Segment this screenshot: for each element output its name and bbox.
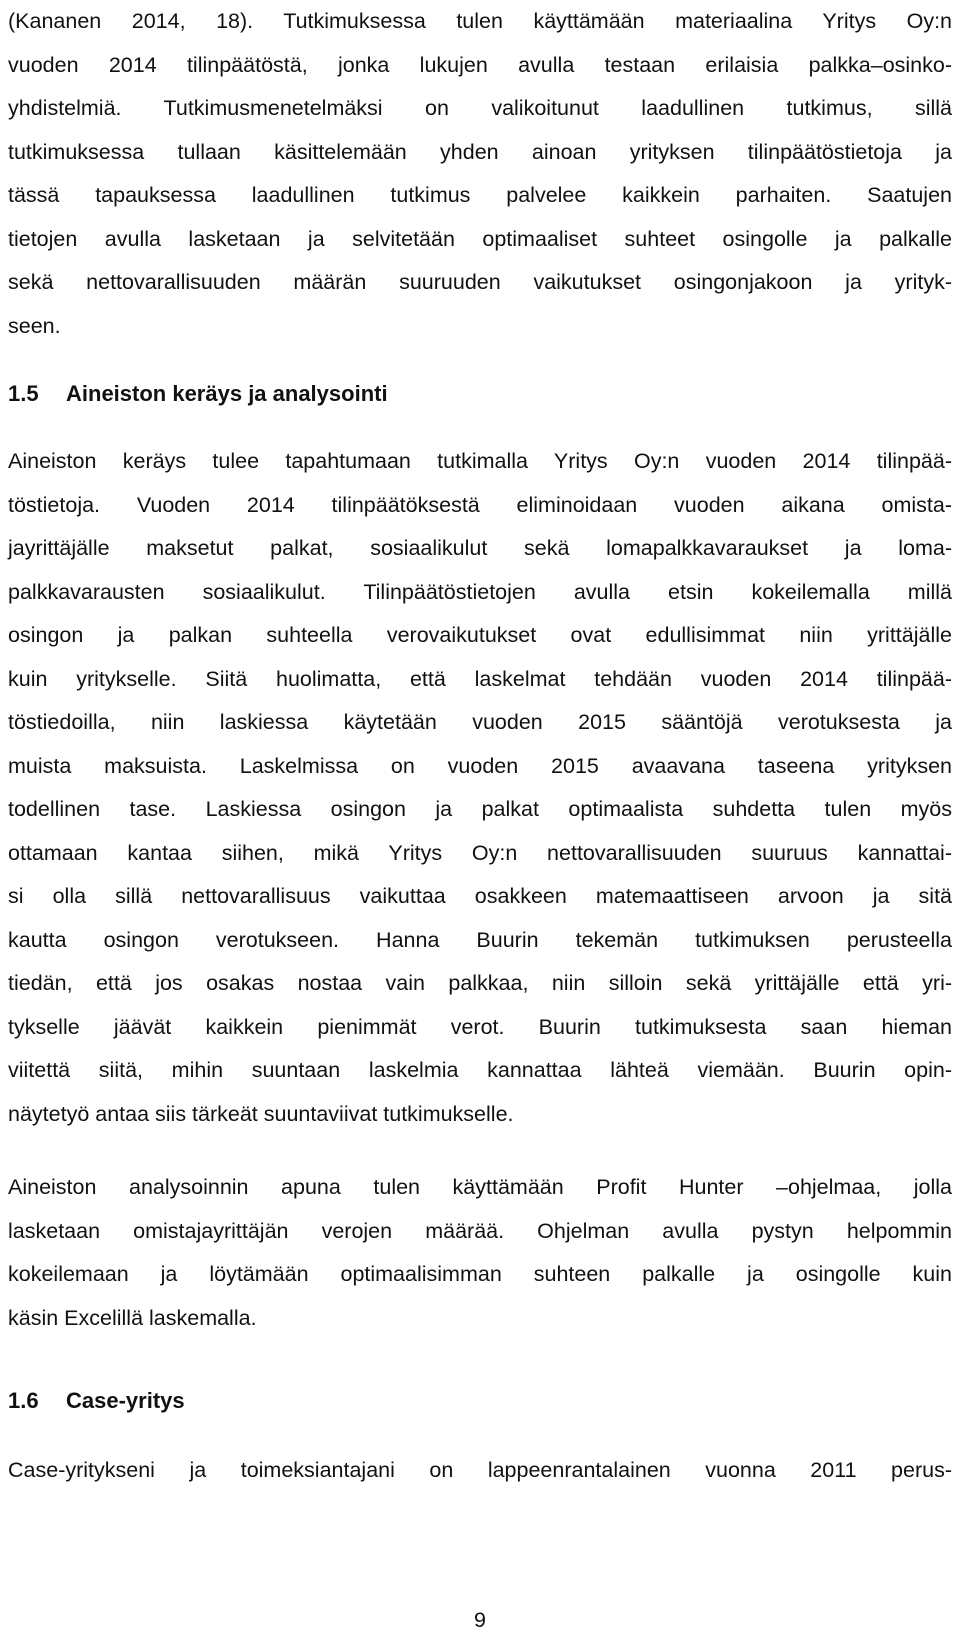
text-line: osingon ja palkan suhteella verovaikutukset ovat edullisimmat niin yrittäjälle bbox=[8, 623, 952, 647]
text-line: töstietoja. Vuoden 2014 tilinpäätöksestä eliminoidaan vuoden aikana omista- bbox=[8, 492, 952, 517]
text-line: käsin Excelillä laskemalla. bbox=[8, 1305, 257, 1330]
text-line: lasketaan omistajayrittäjän verojen määrää. Ohjelman avulla pystyn helpommin bbox=[8, 1218, 952, 1243]
text-line: tykselle jäävät kaikkein pienimmät verot. Buurin tutkimuksesta saan hieman bbox=[8, 1014, 952, 1039]
text-line: yhdistelmiä. Tutkimusmenetelmäksi on valikoitunut laadullinen tutkimus, sillä bbox=[8, 96, 952, 120]
text-line: tässä tapauksessa laadullinen tutkimus palvelee kaikkein parhaiten. Saatujen bbox=[8, 183, 952, 207]
section-number: 1.6 bbox=[8, 1388, 39, 1413]
section-heading-1-6 bbox=[8, 1386, 185, 1416]
section-title: Aineiston keräys ja analysointi bbox=[66, 381, 388, 406]
text-line: Case-yritykseni ja toimeksiantajani on lappeenrantalainen vuonna 2011 perus- bbox=[8, 1458, 952, 1482]
text-line: kautta osingon verotukseen. Hanna Buurin tekemän tutkimuksen perusteella bbox=[8, 927, 952, 952]
text-line: muista maksuista. Laskelmissa on vuoden 2015 avaavana taseena yrityksen bbox=[8, 753, 952, 778]
section-title: Case-yritys bbox=[66, 1388, 185, 1413]
text-line: viitettä siitä, mihin suuntaan laskelmia kannattaa lähteä viemään. Buurin opin- bbox=[8, 1058, 952, 1082]
paragraph-case-company bbox=[8, 1449, 952, 1493]
section-heading-1-5 bbox=[8, 379, 388, 409]
text-line: ottamaan kantaa siihen, mikä Yritys Oy:n nettovarallisuuden suuruus kannattai- bbox=[8, 840, 952, 865]
text-line: si olla sillä nettovarallisuus vaikuttaa osakkeen matemaattiseen arvoon ja sitä bbox=[8, 884, 952, 908]
text-line: (Kananen 2014, 18). Tutkimuksessa tulen käyttämään materiaalina Yritys Oy:n bbox=[8, 9, 952, 33]
text-line: tietojen avulla lasketaan ja selvitetään optimaaliset suhteet osingolle ja palkalle bbox=[8, 226, 952, 251]
text-line: jayrittäjälle maksetut palkat, sosiaalikulut sekä lomapalkkavaraukset ja loma- bbox=[8, 536, 952, 560]
section-number: 1.5 bbox=[8, 381, 39, 406]
text-line: tutkimuksessa tullaan käsittelemään yhden ainoan yrityksen tilinpäätöstietoja ja bbox=[8, 139, 952, 164]
text-line: kuin yritykselle. Siitä huolimatta, että laskelmat tehdään vuoden 2014 tilinpää- bbox=[8, 666, 952, 691]
text-line: sekä nettovarallisuuden määrän suuruuden vaikutukset osingonjakoon ja yrityk- bbox=[8, 270, 952, 294]
text-line: todellinen tase. Laskiessa osingon ja palkat optimaalista suhdetta tulen myös bbox=[8, 797, 952, 821]
text-line: näytetyö antaa siis tärkeät suuntaviivat tutkimukselle. bbox=[8, 1101, 514, 1126]
text-line: Aineiston analysoinnin apuna tulen käyttämään Profit Hunter –ohjelmaa, jolla bbox=[8, 1175, 952, 1199]
paragraph-data-collection bbox=[8, 440, 952, 1136]
text-line: seen. bbox=[8, 313, 61, 338]
text-line: Aineiston keräys tulee tapahtumaan tutkimalla Yritys Oy:n vuoden 2014 tilinpää- bbox=[8, 449, 952, 473]
text-line: kokeilemaan ja löytämään optimaalisimman suhteen palkalle ja osingolle kuin bbox=[8, 1262, 952, 1286]
page-number: 9 bbox=[474, 1608, 486, 1632]
text-line: palkkavarausten sosiaalikulut. Tilinpäätöstietojen avulla etsin kokeilemalla millä bbox=[8, 579, 952, 604]
paragraph-method bbox=[8, 0, 952, 348]
text-line: töstiedoilla, niin laskiessa käytetään vuoden 2015 sääntöjä verotuksesta ja bbox=[8, 710, 952, 734]
text-line: vuoden 2014 tilinpäätöstä, jonka lukujen avulla testaan erilaisia palkka–osinko- bbox=[8, 52, 952, 77]
text-line: tiedän, että jos osakas nostaa vain palkkaa, niin silloin sekä yrittäjälle että yri- bbox=[8, 971, 952, 995]
paragraph-data-analysis bbox=[8, 1166, 952, 1340]
